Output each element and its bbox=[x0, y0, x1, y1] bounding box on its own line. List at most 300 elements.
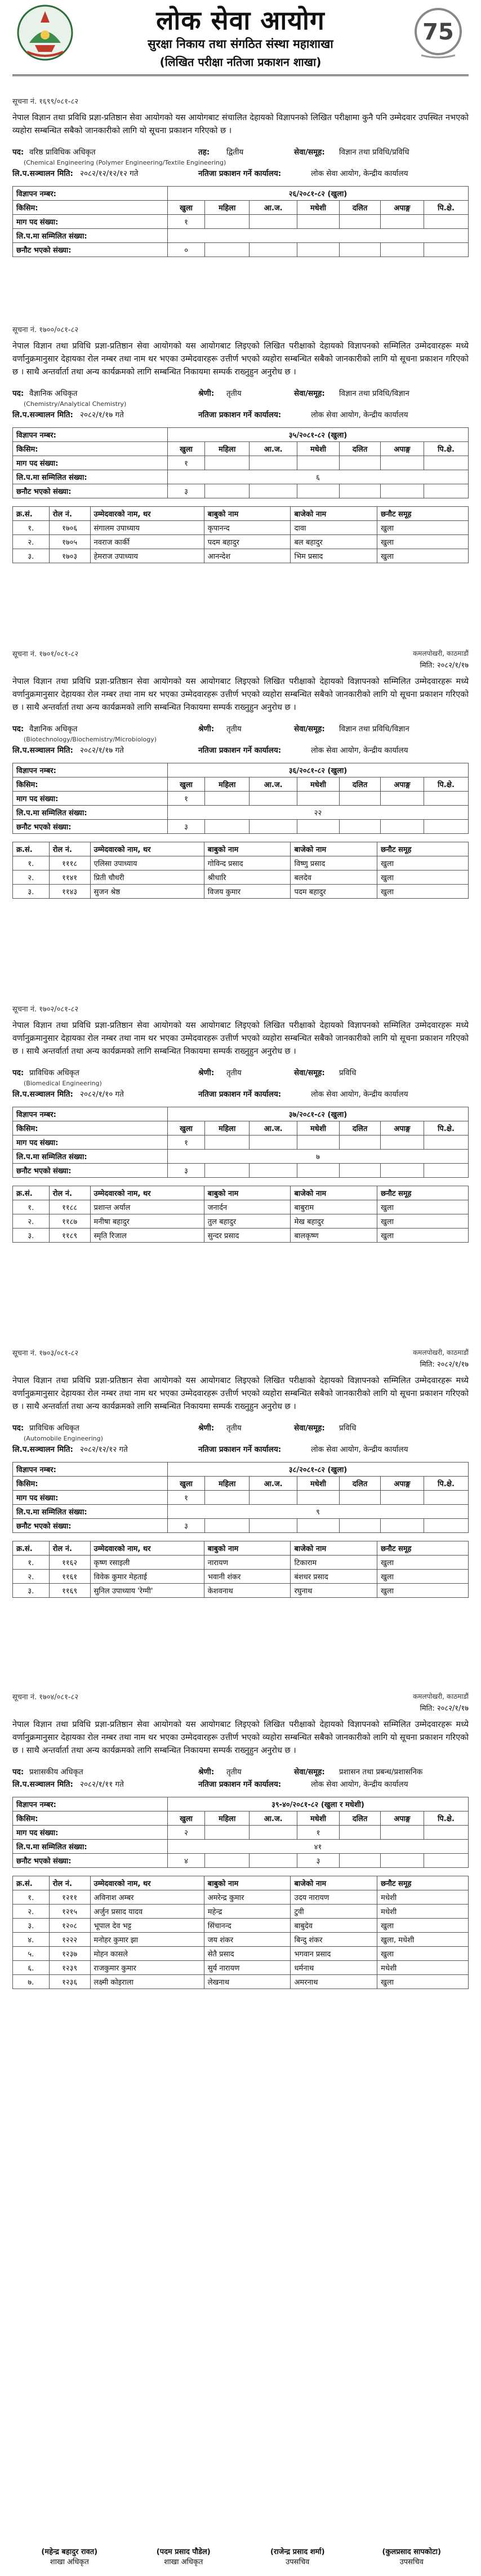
vacancy-cell: ३ bbox=[168, 484, 205, 498]
level-label: श्रेणी: bbox=[198, 389, 215, 398]
vacancy-cell: ० bbox=[168, 243, 205, 257]
vacancy-number-row bbox=[13, 1107, 469, 1121]
candidates-col-header: छनौट समूह bbox=[377, 1541, 469, 1556]
vacancy-cell bbox=[380, 484, 424, 498]
candidates-col-header: रोल नं. bbox=[49, 1876, 90, 1890]
vacancy-cell: १ bbox=[168, 215, 205, 229]
level-label: श्रेणी: bbox=[198, 1768, 215, 1777]
result-office-label: नतिजा प्रकाशन गर्ने कार्यालय: bbox=[198, 1780, 282, 1789]
post-english: (Chemical Engineering (Polymer Engineering/Textile Engineering) bbox=[24, 159, 226, 166]
exam-date-value: २०८२/१/१७ गते bbox=[80, 410, 124, 419]
vacancy-number-label: विज्ञापन नम्बर: bbox=[13, 1462, 168, 1477]
vacancy-cell bbox=[297, 1135, 339, 1150]
spacer bbox=[12, 1868, 469, 1876]
vacancy-number: ३९-४०/२०८१-८२ (खुला र मधेशी) bbox=[168, 1797, 469, 1811]
vacancy-cell bbox=[424, 1519, 468, 1533]
candidate-cell: १७०३ bbox=[49, 549, 90, 563]
vacancy-col-header: किसिम: bbox=[13, 442, 168, 456]
vacancy-cell bbox=[424, 1854, 468, 1868]
signatory bbox=[355, 2546, 469, 2566]
vacancy-cell bbox=[250, 792, 297, 806]
vacancy-cell bbox=[424, 243, 468, 257]
result-office-value: लोक सेवा आयोग, केन्द्रीय कार्यालय bbox=[311, 1780, 408, 1789]
candidate-cell: खुला bbox=[377, 1975, 469, 1989]
candidate-cell: १२१५ bbox=[49, 1905, 90, 1919]
vacancy-col-header: पि.क्षे. bbox=[424, 1121, 468, 1135]
candidate-cell: मधेशी bbox=[377, 1890, 469, 1905]
candidate-cell: ११८८ bbox=[49, 1200, 90, 1214]
vacancy-cell bbox=[380, 1854, 424, 1868]
vacancy-col-header: मधेशी bbox=[297, 1477, 339, 1491]
vacancy-cell bbox=[380, 215, 424, 229]
vacancy-col-header: खुला bbox=[168, 1121, 205, 1135]
candidate-cell: टिकाराम bbox=[291, 1556, 377, 1570]
candidate-row bbox=[13, 1214, 469, 1229]
candidates-col-header: बाबुको नाम bbox=[204, 1186, 291, 1200]
signatory-name: (पदम प्रसाद पौडेल) bbox=[156, 2548, 211, 2556]
spacer bbox=[12, 1533, 469, 1541]
candidate-cell: सुजन श्रेष्ठ bbox=[90, 885, 204, 899]
vacancy-cell bbox=[204, 243, 250, 257]
vacancy-header-row bbox=[13, 1811, 469, 1826]
exam-date-value: २०८२/१/१० गते bbox=[80, 1090, 124, 1099]
vacancy-cell bbox=[250, 1135, 297, 1150]
notice-section bbox=[12, 1347, 469, 1598]
vacancy-cell bbox=[297, 820, 339, 834]
candidate-cell: कृष्ण रसाइली bbox=[90, 1556, 204, 1570]
candidates-header-row bbox=[13, 842, 469, 856]
vacancy-cell bbox=[297, 1164, 339, 1178]
vacancy-cell bbox=[297, 456, 339, 470]
signatory bbox=[12, 2546, 127, 2566]
vacancy-row-label: माग पद संख्या: bbox=[13, 1491, 168, 1505]
vacancy-col-header: किसिम: bbox=[13, 777, 168, 792]
post-value: प्राविधिक अधिकृत bbox=[29, 1424, 79, 1433]
vacancy-col-header: किसिम: bbox=[13, 1121, 168, 1135]
vacancy-cell bbox=[250, 1519, 297, 1533]
vacancy-cell: ९ bbox=[168, 1505, 469, 1519]
notice-meta bbox=[12, 324, 469, 334]
notice-number: सूचना नं. १७००/०८१-८२ bbox=[12, 326, 79, 334]
candidates-col-header: बाजेको नाम bbox=[291, 1186, 377, 1200]
candidate-cell: १२२२ bbox=[49, 1933, 90, 1947]
vacancy-number-row bbox=[13, 187, 469, 201]
notice-meta bbox=[12, 1004, 469, 1014]
vacancy-number-label: विज्ञापन नम्बर: bbox=[13, 187, 168, 201]
vacancy-cell bbox=[250, 456, 297, 470]
exam-info-line bbox=[12, 1444, 469, 1456]
vacancy-cell bbox=[250, 1491, 297, 1505]
post-label: पद: bbox=[12, 724, 24, 734]
vacancy-cell bbox=[340, 820, 381, 834]
vacancy-cell bbox=[204, 1519, 250, 1533]
vacancy-cell: ४१ bbox=[168, 1840, 469, 1854]
post-info bbox=[12, 1067, 469, 1101]
candidates-col-header: क्र.सं. bbox=[13, 1876, 50, 1890]
vacancy-cell bbox=[297, 1519, 339, 1533]
exam-date-label: लि.प.सञ्चालन मिति: bbox=[12, 746, 73, 755]
candidates-col-header: रोल नं. bbox=[49, 507, 90, 521]
post-english: (Biomedical Engineering) bbox=[24, 1080, 102, 1087]
vacancy-col-header: महिला bbox=[204, 1477, 250, 1491]
vacancy-number-label: विज्ञापन नम्बर: bbox=[13, 428, 168, 442]
vacancy-row bbox=[13, 456, 469, 470]
result-office-label: नतिजा प्रकाशन गर्ने कार्यालय: bbox=[198, 169, 282, 178]
notice-location: कमलपोखरी, काठमाडौं bbox=[412, 649, 469, 657]
vacancy-row-label: माग पद संख्या: bbox=[13, 1826, 168, 1840]
spacer bbox=[12, 1791, 469, 1797]
exam-date-value: २०८२/१२/१२ गते bbox=[80, 1445, 128, 1454]
vacancy-row bbox=[13, 229, 469, 243]
vacancy-col-header: आ.ज. bbox=[250, 1811, 297, 1826]
vacancy-col-header: दलित bbox=[340, 442, 381, 456]
vacancy-col-header: किसिम: bbox=[13, 1477, 168, 1491]
vacancy-cell bbox=[340, 1854, 381, 1868]
candidate-cell: खुला bbox=[377, 885, 469, 899]
vacancy-number-row bbox=[13, 428, 469, 442]
candidate-cell: मेख बहादुर bbox=[291, 1214, 377, 1229]
vacancy-row-label: लि.प.मा सम्मिलित संख्या: bbox=[13, 806, 168, 820]
vacancy-row-label: माग पद संख्या: bbox=[13, 456, 168, 470]
candidate-cell: १२३६ bbox=[49, 1975, 90, 1989]
vacancy-row bbox=[13, 820, 469, 834]
candidate-cell: १७०५ bbox=[49, 535, 90, 549]
candidate-cell: ६. bbox=[13, 1961, 50, 1975]
candidate-cell: १. bbox=[13, 521, 50, 535]
candidate-cell: अमरेन्द्र कुमार bbox=[204, 1890, 291, 1905]
candidate-row bbox=[13, 1919, 469, 1933]
vacancy-table bbox=[12, 763, 469, 834]
post-english: (Chemistry/Analytical Chemistry) bbox=[24, 400, 127, 408]
candidate-cell: ११४१ bbox=[49, 871, 90, 885]
level-value: तृतीय bbox=[226, 724, 242, 734]
level-value: तृतीय bbox=[226, 389, 242, 398]
candidate-row bbox=[13, 1229, 469, 1243]
result-office-label: नतिजा प्रकाशन गर्ने कार्यालय: bbox=[198, 746, 282, 755]
post-info-line bbox=[12, 388, 469, 400]
vacancy-cell bbox=[340, 484, 381, 498]
vacancy-cell bbox=[250, 1854, 297, 1868]
candidate-cell: १. bbox=[13, 1890, 50, 1905]
spacer bbox=[12, 834, 469, 842]
service-value: विज्ञान तथा प्रविधि/प्रविधि bbox=[339, 148, 409, 157]
candidate-row bbox=[13, 1947, 469, 1961]
vacancy-col-header: पि.क्षे. bbox=[424, 201, 468, 215]
notice-meta bbox=[12, 648, 469, 659]
post-value: प्राविधिक अधिकृत bbox=[29, 1068, 79, 1077]
vacancy-cell bbox=[340, 1164, 381, 1178]
vacancy-cell: ३ bbox=[297, 1854, 339, 1868]
post-label: पद: bbox=[12, 1068, 24, 1077]
candidates-col-header: बाजेको नाम bbox=[291, 1541, 377, 1556]
candidate-row bbox=[13, 549, 469, 563]
vacancy-cell bbox=[380, 243, 424, 257]
candidate-row bbox=[13, 1961, 469, 1975]
candidate-cell: हेमराज उपाध्याय bbox=[90, 549, 204, 563]
vacancy-cell bbox=[424, 484, 468, 498]
result-office-label: नतिजा प्रकाशन गर्ने कार्यालय: bbox=[198, 410, 282, 419]
candidates-col-header: उम्मेदवारको नाम, थर bbox=[90, 1876, 204, 1890]
vacancy-cell bbox=[250, 484, 297, 498]
vacancy-row-label: छनौट भएको संख्या: bbox=[13, 243, 168, 257]
candidate-cell: धर्मनाथ bbox=[291, 1961, 377, 1975]
vacancy-col-header: पि.क्षे. bbox=[424, 1811, 468, 1826]
candidate-cell: मनीषा बहादुर bbox=[90, 1214, 204, 1229]
vacancy-cell bbox=[168, 229, 469, 243]
anniversary-number: 75 bbox=[422, 19, 454, 45]
candidate-row bbox=[13, 521, 469, 535]
notice-location: कमलपोखरी, काठमाडौं bbox=[412, 1693, 469, 1700]
vacancy-col-header: किसिम: bbox=[13, 1811, 168, 1826]
vacancy-cell bbox=[250, 243, 297, 257]
level-value: तृतीय bbox=[226, 1068, 242, 1077]
post-value: वैज्ञानिक अधिकृत bbox=[29, 724, 78, 734]
level-label: तह: bbox=[198, 148, 210, 157]
vacancy-cell bbox=[424, 456, 468, 470]
post-info-line bbox=[12, 1422, 469, 1435]
vacancy-col-header: दलित bbox=[340, 1477, 381, 1491]
candidate-cell: बालकृष्ण bbox=[291, 1229, 377, 1243]
candidate-cell: खुला bbox=[377, 856, 469, 871]
candidate-cell: विवेक कुमार मेहताई bbox=[90, 1570, 204, 1584]
candidate-cell: नवराज कार्की bbox=[90, 535, 204, 549]
level-value: तृतीय bbox=[226, 1424, 242, 1433]
notice-number: सूचना नं. १६९९/०८१-८२ bbox=[12, 98, 79, 106]
result-office-value: लोक सेवा आयोग, केन्द्रीय कार्यालय bbox=[311, 1445, 408, 1454]
vacancy-cell bbox=[380, 1135, 424, 1150]
candidate-cell: कृपानन्द bbox=[204, 521, 291, 535]
vacancy-cell bbox=[380, 456, 424, 470]
vacancy-cell bbox=[340, 215, 381, 229]
exam-date-value: २०८२/१/१७ गते bbox=[80, 746, 124, 755]
post-info bbox=[12, 147, 469, 180]
vacancy-row bbox=[13, 1505, 469, 1519]
vacancy-cell: १ bbox=[168, 1135, 205, 1150]
vacancy-cell bbox=[204, 1135, 250, 1150]
vacancy-row-label: लि.प.मा सम्मिलित संख्या: bbox=[13, 1505, 168, 1519]
vacancy-number-label: विज्ञापन नम्बर: bbox=[13, 1107, 168, 1121]
vacancy-row bbox=[13, 1854, 469, 1868]
candidates-col-header: क्र.सं. bbox=[13, 507, 50, 521]
candidate-cell: खुला bbox=[377, 1200, 469, 1214]
candidates-col-header: छनौट समूह bbox=[377, 1186, 469, 1200]
candidate-cell: ३. bbox=[13, 549, 50, 563]
candidate-cell: केशवनाथ bbox=[204, 1584, 291, 1598]
candidate-cell: सुनिल उपाध्याय 'रेग्मी' bbox=[90, 1584, 204, 1598]
vacancy-col-header: मधेशी bbox=[297, 1811, 339, 1826]
vacancy-cell: ७ bbox=[168, 1150, 469, 1164]
exam-date-label: लि.प.सञ्चालन मिति: bbox=[12, 169, 73, 178]
candidate-cell: विजय कुमार bbox=[204, 885, 291, 899]
vacancy-row-label: लि.प.मा सम्मिलित संख्या: bbox=[13, 1150, 168, 1164]
vacancy-cell bbox=[204, 1491, 250, 1505]
candidate-cell: जय शंकर bbox=[204, 1933, 291, 1947]
vacancy-cell bbox=[424, 792, 468, 806]
service-label: सेवा/समूह: bbox=[294, 1068, 325, 1077]
vacancy-cell bbox=[340, 1491, 381, 1505]
candidate-cell: सुन्दर प्रसाद bbox=[204, 1229, 291, 1243]
vacancy-cell bbox=[250, 215, 297, 229]
vacancy-col-header: दलित bbox=[340, 1121, 381, 1135]
candidate-cell: एलिसा उपाध्याय bbox=[90, 856, 204, 871]
level-label: श्रेणी: bbox=[198, 1068, 215, 1077]
candidates-table bbox=[12, 1541, 469, 1598]
spacer bbox=[12, 422, 469, 427]
notice-intro: नेपाल विज्ञान तथा प्रविधि प्रज्ञा-प्रतिष्ठान सेवा आयोगको यस आयोगबाट लिइएको लिखित परीक्षाको देहायको विज्ञापनको सम्मिलित उम्मेदवारहरू मध्ये वर्णानुक्रमानुसार देहायका रोल नम्बर तथा नाम थर भएका उम्मेदवारहरू उत्तीर्ण भएको व्यहोरा सम्बन्धित सबैको जानकारीको लागि यो सूचना प्रकाशन गरिएको छ । साथै अन्तर्वार्ता तथा अन्य कार्यक्रमको लागि सम्बन्धित निकायमा सम्पर्क राख्नुहुन अनुरोध छ । bbox=[12, 1021, 469, 1056]
exam-date-label: लि.प.सञ्चालन मिति: bbox=[12, 1090, 73, 1099]
vacancy-cell bbox=[250, 820, 297, 834]
candidates-col-header: बाबुको नाम bbox=[204, 507, 291, 521]
candidate-cell: खुला bbox=[377, 1584, 469, 1598]
notice-intro: नेपाल विज्ञान तथा प्रविधि प्रज्ञा-प्रतिष्ठान सेवा आयोगको यस आयोगबाट लिइएको लिखित परीक्षाको देहायको विज्ञापनको सम्मिलित उम्मेदवारहरू मध्ये वर्णानुक्रमानुसार देहायका रोल नम्बर तथा नाम थर भएका उम्मेदवारहरू उत्तीर्ण भएको व्यहोरा सम्बन्धित सबैको जानकारीको लागि यो सूचना प्रकाशन गरिएको छ । साथै अन्तर्वार्ता तथा अन्य कार्यक्रमको लागि सम्बन्धित निकायमा सम्पर्क राख्नुहुन अनुरोध छ । bbox=[12, 1720, 469, 1755]
candidate-cell: संगालम उपाध्याय bbox=[90, 521, 204, 535]
result-office-label: नतिजा प्रकाशन गर्ने कार्यालय: bbox=[198, 1090, 282, 1099]
post-english: (Automobile Engineering) bbox=[24, 1435, 103, 1442]
vacancy-cell bbox=[297, 243, 339, 257]
candidate-cell: बल बहादुर bbox=[291, 535, 377, 549]
vacancy-cell bbox=[380, 1491, 424, 1505]
vacancy-number-label: विज्ञापन नम्बर: bbox=[13, 763, 168, 777]
vacancy-table bbox=[12, 1797, 469, 1868]
vacancy-col-header: खुला bbox=[168, 777, 205, 792]
vacancy-col-header: आ.ज. bbox=[250, 201, 297, 215]
result-office-value: लोक सेवा आयोग, केन्द्रीय कार्यालय bbox=[311, 1090, 408, 1099]
candidate-cell: ३. bbox=[13, 1584, 50, 1598]
candidate-cell: मनोहर कुमार झा bbox=[90, 1933, 204, 1947]
spacer bbox=[12, 498, 469, 506]
vacancy-row bbox=[13, 243, 469, 257]
vacancy-header-row bbox=[13, 442, 469, 456]
candidate-cell: खुला bbox=[377, 1229, 469, 1243]
candidate-cell: १११८ bbox=[49, 856, 90, 871]
candidates-table bbox=[12, 1186, 469, 1243]
vacancy-row bbox=[13, 1135, 469, 1150]
candidate-row bbox=[13, 885, 469, 899]
vacancy-table bbox=[12, 186, 469, 257]
vacancy-cell bbox=[380, 820, 424, 834]
candidate-cell: तुल बहादुर bbox=[204, 1214, 291, 1229]
candidate-cell: पदम बहादुर bbox=[291, 885, 377, 899]
exam-info-line bbox=[12, 1089, 469, 1101]
post-info-line bbox=[12, 1766, 469, 1779]
vacancy-cell bbox=[340, 1135, 381, 1150]
candidate-cell: ११६२ bbox=[49, 1556, 90, 1570]
post-english-line bbox=[12, 736, 469, 745]
vacancy-col-header: खुला bbox=[168, 1811, 205, 1826]
vacancy-row bbox=[13, 1164, 469, 1178]
candidate-cell: लेखनाथ bbox=[204, 1975, 291, 1989]
candidate-cell: मधेशी bbox=[377, 1961, 469, 1975]
spacer bbox=[12, 1456, 469, 1462]
candidates-col-header: बाजेको नाम bbox=[291, 842, 377, 856]
candidate-cell: १. bbox=[13, 1556, 50, 1570]
post-english-line bbox=[12, 1435, 469, 1444]
candidate-cell: १२११ bbox=[49, 1890, 90, 1905]
candidate-cell: आनन्देश bbox=[204, 549, 291, 563]
vacancy-cell bbox=[204, 484, 250, 498]
exam-date-label: लि.प.सञ्चालन मिति: bbox=[12, 410, 73, 419]
vacancy-cell bbox=[340, 456, 381, 470]
candidate-cell: खुला bbox=[377, 1570, 469, 1584]
vacancy-cell: २२ bbox=[168, 806, 469, 820]
candidate-cell: प्रशान्त अर्याल bbox=[90, 1200, 204, 1214]
vacancy-col-header: अपाङ्ग bbox=[380, 777, 424, 792]
result-office-value: लोक सेवा आयोग, केन्द्रीय कार्यालय bbox=[311, 746, 408, 755]
candidate-cell: मोहन कासले bbox=[90, 1947, 204, 1961]
candidates-col-header: बाबुको नाम bbox=[204, 1876, 291, 1890]
vacancy-cell bbox=[297, 484, 339, 498]
vacancy-col-header: अपाङ्ग bbox=[380, 1121, 424, 1135]
service-label: सेवा/समूह: bbox=[294, 1424, 325, 1433]
vacancy-cell: १ bbox=[297, 1826, 339, 1840]
vacancy-cell bbox=[204, 1164, 250, 1178]
vacancy-cell bbox=[424, 820, 468, 834]
vacancy-number-row bbox=[13, 1462, 469, 1477]
candidate-cell: खुला bbox=[377, 871, 469, 885]
candidate-cell: महेन्द्र bbox=[204, 1905, 291, 1919]
vacancy-cell bbox=[297, 215, 339, 229]
candidate-row bbox=[13, 1890, 469, 1905]
candidate-cell: टुवी bbox=[291, 1905, 377, 1919]
candidate-cell: भगवान प्रसाद bbox=[291, 1947, 377, 1961]
page-title: लोक सेवा आयोग bbox=[156, 5, 325, 36]
vacancy-col-header: दलित bbox=[340, 777, 381, 792]
candidate-cell: ५. bbox=[13, 1947, 50, 1961]
vacancy-col-header: खुला bbox=[168, 201, 205, 215]
vacancy-row bbox=[13, 1826, 469, 1840]
candidate-cell: दावा bbox=[291, 521, 377, 535]
candidate-cell: अविनाश अम्बर bbox=[90, 1890, 204, 1905]
candidate-row bbox=[13, 535, 469, 549]
vacancy-col-header: खुला bbox=[168, 1477, 205, 1491]
notice-meta bbox=[12, 1347, 469, 1358]
vacancy-col-header: महिला bbox=[204, 777, 250, 792]
vacancy-cell: १ bbox=[168, 456, 205, 470]
vacancy-cell bbox=[204, 215, 250, 229]
notice-meta bbox=[12, 1691, 469, 1702]
candidate-cell: ११४३ bbox=[49, 885, 90, 899]
vacancy-table bbox=[12, 1462, 469, 1533]
candidates-table bbox=[12, 506, 469, 563]
vacancy-row bbox=[13, 1519, 469, 1533]
vacancy-col-header: पि.क्षे. bbox=[424, 777, 468, 792]
candidate-cell: भूपाल देव भट्ट bbox=[90, 1919, 204, 1933]
notice-location: कमलपोखरी, काठमाडौं bbox=[412, 1349, 469, 1357]
result-office-value: लोक सेवा आयोग, केन्द्रीय कार्यालय bbox=[311, 169, 408, 178]
candidates-col-header: छनौट समूह bbox=[377, 842, 469, 856]
vacancy-cell bbox=[297, 1491, 339, 1505]
vacancy-col-header: महिला bbox=[204, 1811, 250, 1826]
vacancy-cell bbox=[340, 1519, 381, 1533]
service-value: विज्ञान तथा प्रविधि/विज्ञान bbox=[339, 724, 409, 734]
post-info bbox=[12, 1422, 469, 1456]
vacancy-row-label: छनौट भएको संख्या: bbox=[13, 1519, 168, 1533]
vacancy-col-header: अपाङ्ग bbox=[380, 442, 424, 456]
level-label: श्रेणी: bbox=[198, 724, 215, 734]
vacancy-col-header: आ.ज. bbox=[250, 777, 297, 792]
candidates-col-header: उम्मेदवारको नाम, थर bbox=[90, 842, 204, 856]
post-label: पद: bbox=[12, 1768, 24, 1777]
vacancy-col-header: महिला bbox=[204, 201, 250, 215]
candidate-cell: बिन्दु शंकर bbox=[291, 1933, 377, 1947]
candidate-cell: खुला bbox=[377, 1556, 469, 1570]
post-info-line bbox=[12, 1067, 469, 1080]
service-value: विज्ञान तथा प्रविधि/विज्ञान bbox=[339, 389, 409, 398]
vacancy-cell bbox=[204, 792, 250, 806]
candidate-cell: सुर्य नारायण bbox=[204, 1961, 291, 1975]
page-subtitle: सुरक्षा निकाय तथा संगठित संस्था महाशाखा bbox=[148, 37, 333, 51]
candidates-col-header: छनौट समूह bbox=[377, 1876, 469, 1890]
